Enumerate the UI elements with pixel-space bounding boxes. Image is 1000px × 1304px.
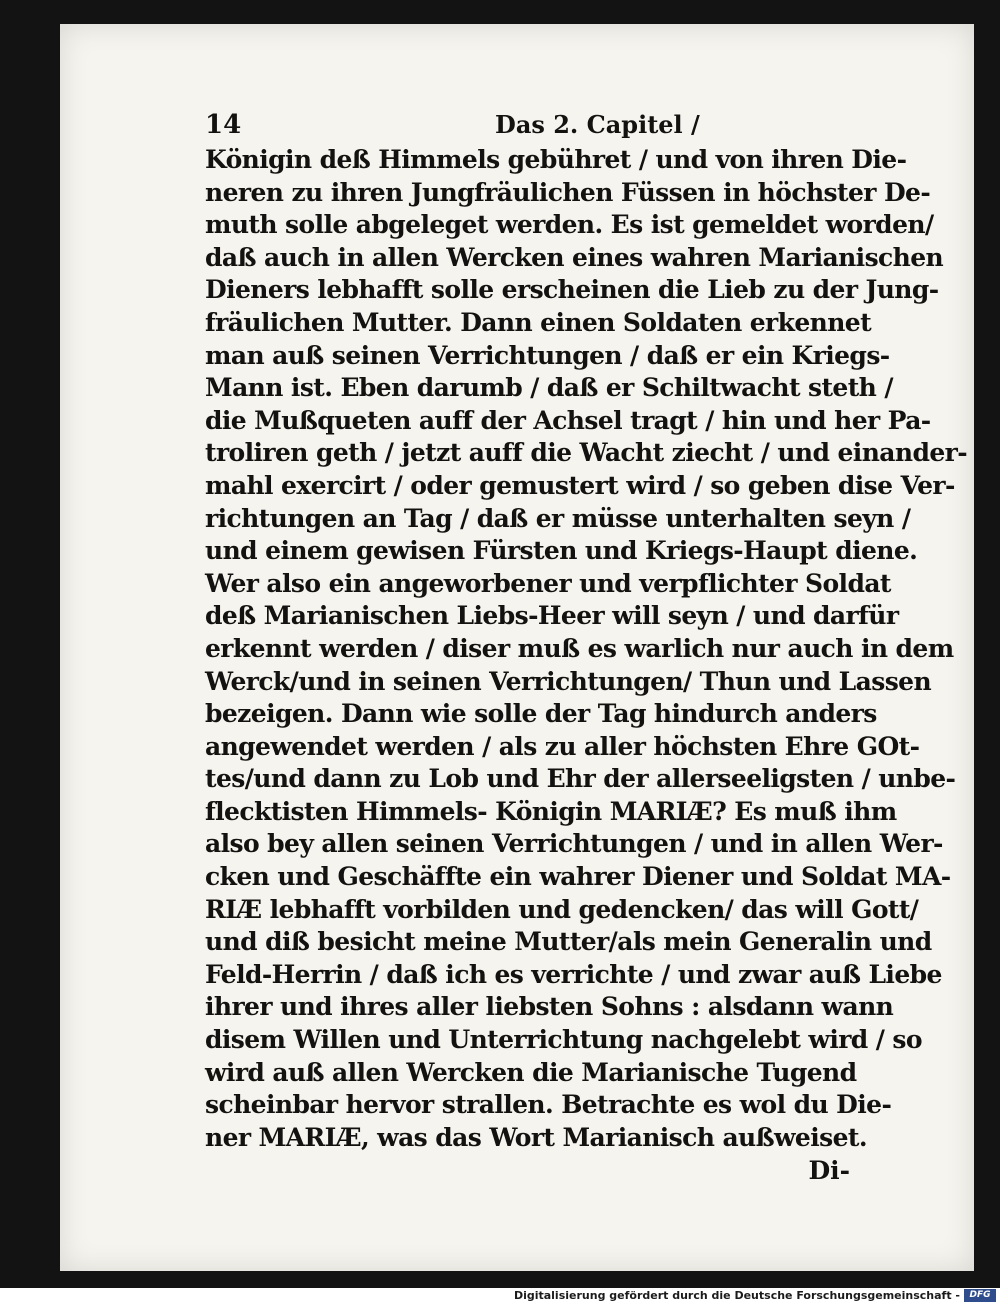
text-line: troliren geth / jetzt auff die Wacht ziecht / und einander- [205,438,967,468]
book-page [60,24,974,1271]
text-line: Werck/und in seinen Verrichtungen/ Thun und Lassen [205,666,932,696]
text-line: bezeigen. Dann wie solle der Tag hindurch anders [205,699,877,729]
text-line: Königin deß Himmels gebühret / und von ihren Die- [205,145,907,174]
text-line: ner MARIÆ, was das Wort Marianisch außweiset. [205,1122,867,1152]
text-line: also bey allen seinen Verrichtungen / und in allen Wer- [205,829,943,859]
text-line: richtungen an Tag / daß er müsse unterhalten seyn / [205,503,911,533]
text-line: Mann ist. Eben darumb / daß er Schiltwacht steth / [205,373,893,403]
text-line: man auß seinen Verrichtungen / daß er ein Kriegs- [205,340,890,370]
running-title: Das 2. Capitel / [495,110,700,139]
text-line: Wer also ein angeworbener und verpflichter Soldat [205,568,891,598]
text-line: Feld-Herrin / daß ich es verrichte / und zwar auß Liebe [205,959,942,989]
text-line: ihrer und ihres aller liebsten Sohns : alsdann wann [205,992,894,1022]
text-line: die Mußqueten auff der Achsel tragt / hin und her Pa- [205,405,931,435]
text-line: deß Marianischen Liebs-Heer will seyn / und darfür [205,601,899,631]
dfg-logo: DFG [964,1289,996,1302]
page-content [205,110,967,1188]
footer-bar [0,1288,1000,1304]
text-line: daß auch in allen Wercken eines wahren Marianischen [205,242,944,272]
text-line: muth solle abgeleget werden. Es ist gemeldet worden/ [205,210,934,240]
body-text [205,144,967,1154]
text-line: wird auß allen Wercken die Marianische Tugend [205,1057,857,1087]
text-line: cken und Geschäffte ein wahrer Diener und Soldat MA- [205,862,951,892]
text-line: RIÆ lebhafft vorbilden und gedencken/ das will Gott/ [205,894,919,924]
text-line: tes/und dann zu Lob und Ehr der allerseeligsten / unbe- [205,764,956,794]
text-line: fräulichen Mutter. Dann einen Soldaten erkennet [205,307,872,337]
catchword: Di- [808,1156,850,1186]
funding-credit: Digitalisierung gefördert durch die Deutsche Forschungsgemeinschaft - [513,1289,960,1302]
text-line: Dieners lebhafft solle erscheinen die Lieb zu der Jung- [205,275,939,305]
text-line: mahl exercirt / oder gemustert wird / so geben dise Ver- [205,470,955,500]
text-line: angewendet werden / als zu aller höchsten Ehre GOt- [205,731,920,761]
text-line: und diß besicht meine Mutter/als mein Generalin und [205,927,932,957]
text-line: disem Willen und Unterrichtung nachgelebt wird / so [205,1025,922,1055]
text-line: scheinbar hervor strallen. Betrachte es wol du Die- [205,1090,892,1120]
text-line: flecktisten Himmels- Königin MARIÆ? Es muß ihm [205,796,897,826]
text-line: neren zu ihren Jungfräulichen Füssen in höchster De- [205,177,931,207]
page-number: 14 [205,110,242,140]
page-header [205,110,850,144]
text-line: und einem gewisen Fürsten und Kriegs-Haupt diene. [205,536,918,566]
text-line: erkennt werden / diser muß es warlich nur auch in dem [205,633,954,663]
